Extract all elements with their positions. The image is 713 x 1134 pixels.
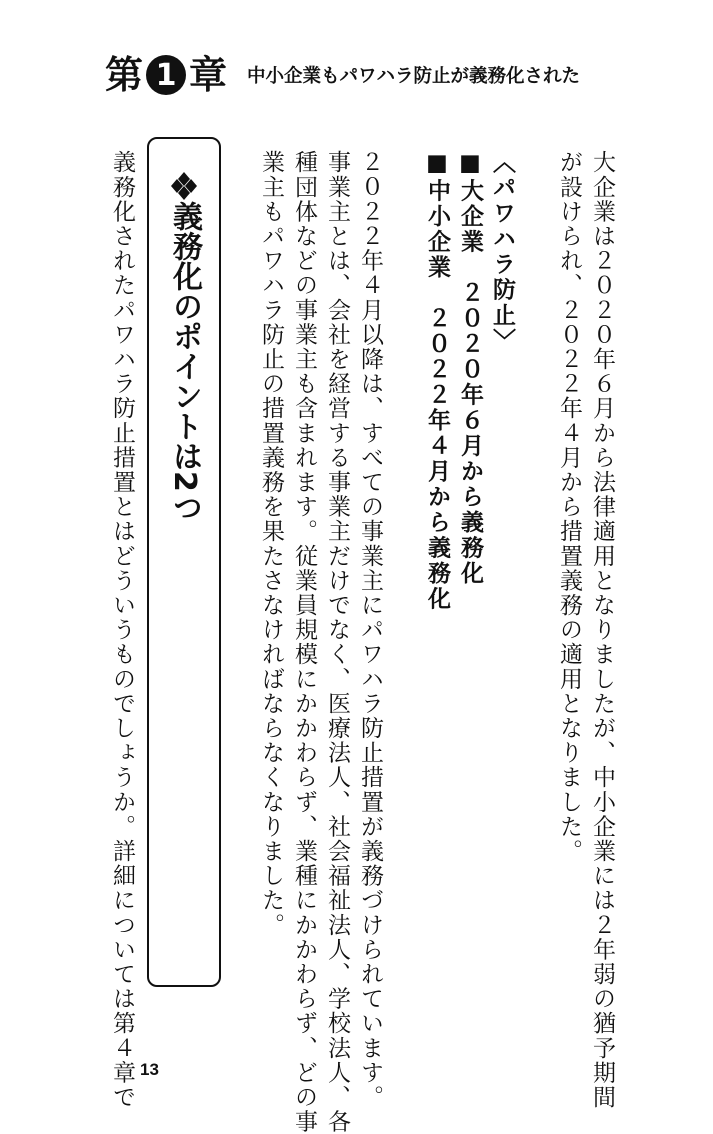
chapter-prefix: 第 (105, 53, 144, 97)
body-column-7: 事業主とは、会社を経営する事業主だけでなく、医療法人、社会福祉法人、学校法人、各 (324, 150, 350, 1134)
list-item-sme: ■中小企業 ２０２２年４月から義務化 (424, 150, 450, 612)
page-number: 13 (140, 1060, 159, 1079)
section-heading-text: 義務化のポイントは2つ (167, 201, 202, 522)
section-heading-box (147, 137, 221, 987)
chapter-header (105, 40, 580, 110)
body-column-8: 種団体などの事業主も含まれます。従業員規模にかかわらず、業種にかかわらず、どの事 (291, 150, 317, 1134)
body-column-6: ２０２２年４月以降は、すべての事業主にパワハラ防止措置が義務づけられています。 (357, 150, 383, 1110)
body-column-1: 大企業は２０２０年６月から法律適用となりましたが、中小企業には２年弱の猶予期間 (589, 150, 615, 1110)
chapter-suffix: 章 (189, 53, 228, 97)
list-item-large-enterprise: ■大企業 ２０２０年６月から義務化 (457, 150, 483, 587)
body-column-2: が設けられ、２０２２年４月から措置義務の適用となりました。 (556, 150, 582, 864)
chapter-title: 中小企業もパワハラ防止が義務化された (247, 66, 581, 87)
body-column-10: 義務化されたパワハラ防止措置とはどういうものでしょうか。詳細については第４章で (109, 150, 135, 1110)
body-column-9: 業主もパワハラ防止の措置義務を果たさなければならなくなりました。 (258, 150, 284, 938)
section-heading (149, 171, 219, 522)
diamond-cluster-icon (150, 171, 219, 201)
subheading-power-harassment: 〈パワハラ防止〉 (489, 150, 515, 354)
chapter-number-badge: 1 (146, 55, 186, 95)
